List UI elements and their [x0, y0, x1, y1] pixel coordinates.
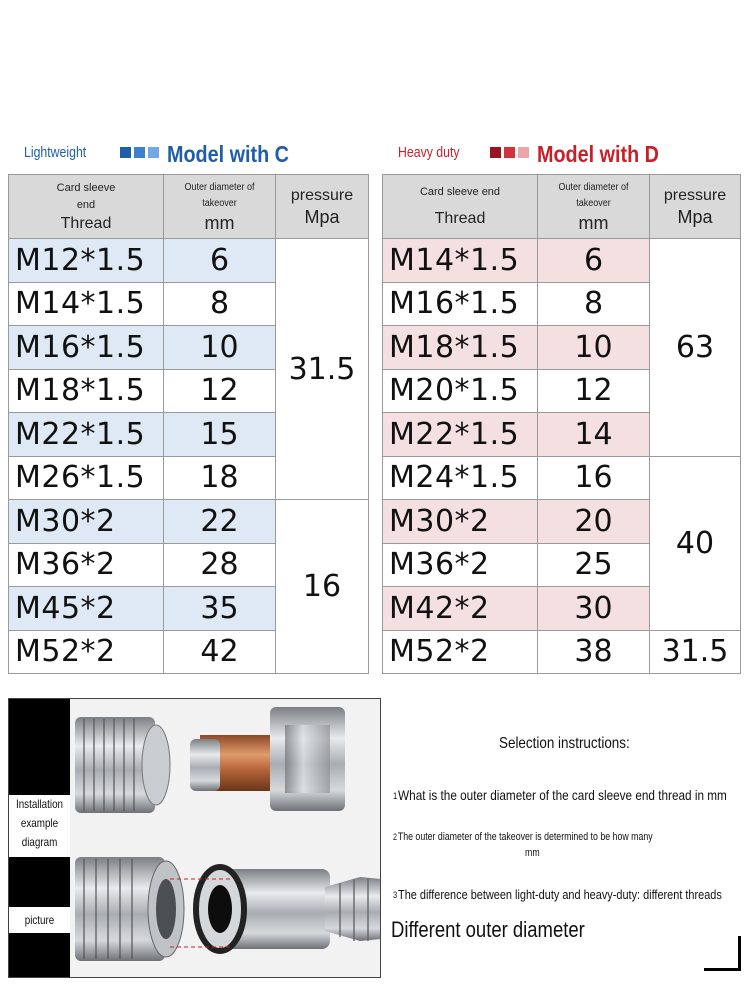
- diameter-cell: 8: [538, 282, 650, 326]
- thread-cell: M16*1.5: [9, 326, 164, 370]
- thread-cell: M14*1.5: [9, 282, 164, 326]
- thread-cell: M16*1.5: [383, 282, 538, 326]
- diameter-cell: 12: [164, 369, 276, 413]
- instruction-text: The difference between light-duty and heavy-duty: different threads: [398, 887, 722, 902]
- pressure-cell: 31.5: [276, 239, 369, 500]
- header-unit: mm: [204, 212, 235, 233]
- header-text: pressure: [290, 186, 354, 204]
- blue-squares-decoration: [120, 147, 159, 158]
- label-line: diagram: [21, 835, 58, 849]
- diameter-cell: 38: [538, 630, 650, 674]
- label-line: example: [20, 816, 59, 830]
- diameter-cell: 22: [164, 500, 276, 544]
- instruction-item-3: [393, 886, 722, 904]
- diameter-cell: 10: [164, 326, 276, 370]
- thread-cell: M52*2: [9, 630, 164, 674]
- thread-cell: M26*1.5: [9, 456, 164, 500]
- table-row: [383, 239, 741, 283]
- instruction-number: 3: [393, 890, 398, 901]
- diameter-cell: 6: [164, 239, 276, 283]
- thread-cell: M30*2: [383, 500, 538, 544]
- heavy-duty-heading: [398, 136, 679, 168]
- heavy-duty-tag: Heavy duty: [398, 144, 460, 161]
- diameter-cell: 42: [164, 630, 276, 674]
- thread-cell: M36*2: [383, 543, 538, 587]
- diameter-cell: 6: [538, 239, 650, 283]
- thread-cell: M12*1.5: [9, 239, 164, 283]
- header-text: takeover: [202, 197, 237, 209]
- diameter-cell: 20: [538, 500, 650, 544]
- instruction-number: 2: [393, 832, 398, 843]
- diameter-cell: 12: [538, 369, 650, 413]
- thread-cell: M22*1.5: [383, 413, 538, 457]
- instruction-item-1: [393, 786, 727, 805]
- selection-instructions-title: Selection instructions:: [499, 735, 630, 752]
- header-unit: Mpa: [677, 206, 713, 227]
- label-line: Installation: [15, 797, 64, 811]
- header-unit: mm: [578, 212, 609, 233]
- thread-cell: M36*2: [9, 543, 164, 587]
- diameter-cell: 28: [164, 543, 276, 587]
- installation-diagram-label: [9, 795, 70, 857]
- instruction-number: 1: [393, 791, 398, 802]
- pressure-column-header: [650, 175, 741, 239]
- diameter-cell: 18: [164, 456, 276, 500]
- instruction-text: What is the outer diameter of the card sleeve end thread in mm: [398, 787, 727, 803]
- thread-column-header: [383, 175, 538, 239]
- instruction-item-2: [393, 830, 653, 844]
- corner-bracket-decoration: [704, 936, 741, 971]
- table-row: [9, 500, 369, 544]
- diameter-cell: 14: [538, 413, 650, 457]
- table-row: [9, 239, 369, 283]
- diameter-column-header: [538, 175, 650, 239]
- thread-cell: M42*2: [383, 587, 538, 631]
- thread-cell: M18*1.5: [9, 369, 164, 413]
- diameter-cell: 8: [164, 282, 276, 326]
- diameter-cell: 10: [538, 326, 650, 370]
- light-duty-model-title: Model with C: [167, 141, 289, 167]
- light-duty-heading: [24, 136, 309, 168]
- diameter-cell: 15: [164, 413, 276, 457]
- diameter-cell: 16: [538, 456, 650, 500]
- header-text: Thread: [434, 210, 486, 227]
- header-text: end: [76, 198, 96, 211]
- thread-column-header: [9, 175, 164, 239]
- header-text: Outer diameter of: [184, 181, 255, 193]
- light-duty-spec-table: [8, 174, 369, 674]
- header-text: pressure: [663, 186, 727, 204]
- header-text: takeover: [576, 197, 611, 209]
- thread-cell: M45*2: [9, 587, 164, 631]
- thread-cell: M18*1.5: [383, 326, 538, 370]
- instruction-item-2-continued: mm: [525, 847, 540, 859]
- thread-cell: M20*1.5: [383, 369, 538, 413]
- heavy-duty-model-title: Model with D: [537, 141, 659, 167]
- pressure-column-header: [276, 175, 369, 239]
- pressure-cell: 16: [276, 500, 369, 674]
- header-text: Outer diameter of: [558, 181, 629, 193]
- instruction-text: The outer diameter of the takeover is determined to be how many: [397, 831, 653, 843]
- thread-cell: M24*1.5: [383, 456, 538, 500]
- diameter-cell: 35: [164, 587, 276, 631]
- diameter-column-header: [164, 175, 276, 239]
- header-text: Card sleeve: [56, 181, 116, 194]
- table-header-row: [9, 175, 369, 239]
- red-squares-decoration: [490, 147, 529, 158]
- header-text: Card sleeve end: [419, 186, 501, 198]
- header-text: Thread: [60, 214, 112, 232]
- thread-cell: M22*1.5: [9, 413, 164, 457]
- light-duty-tag: Lightweight: [24, 144, 87, 161]
- table-row: [383, 456, 741, 500]
- thread-cell: M14*1.5: [383, 239, 538, 283]
- diameter-cell: 25: [538, 543, 650, 587]
- thread-cell: M52*2: [383, 630, 538, 674]
- table-header-row: [383, 175, 741, 239]
- diameter-cell: 30: [538, 587, 650, 631]
- header-unit: Mpa: [304, 206, 340, 227]
- installation-example-photo: [8, 698, 381, 978]
- heavy-duty-spec-table: [382, 174, 741, 674]
- fitting-illustration: [70, 699, 381, 978]
- instruction-item-3-continued: Different outer diameter: [391, 917, 585, 942]
- table-row: [383, 630, 741, 674]
- label-line: picture: [24, 913, 55, 927]
- pressure-cell: 40: [650, 456, 741, 630]
- thread-cell: M30*2: [9, 500, 164, 544]
- picture-label: [9, 907, 70, 933]
- pressure-cell: 31.5: [650, 630, 741, 674]
- pressure-cell: 63: [650, 239, 741, 457]
